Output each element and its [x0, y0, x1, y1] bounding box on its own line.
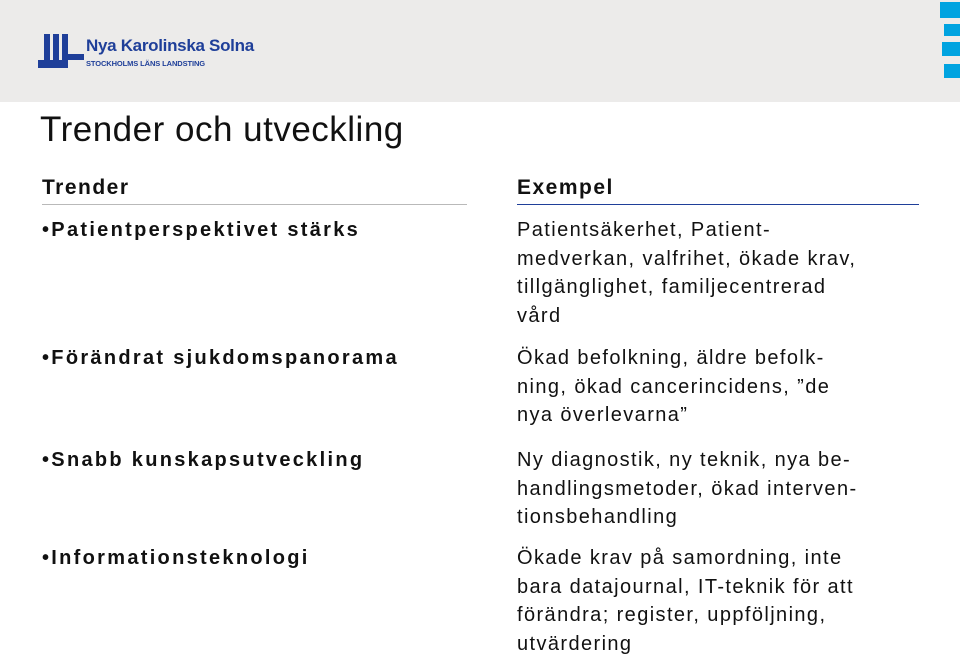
- example-line: förändra; register, uppföljning,: [517, 604, 827, 626]
- example-line: Ökade krav på samordning, inte: [517, 547, 843, 569]
- logo-subtitle: STOCKHOLMS LÄNS LANDSTING: [86, 59, 206, 68]
- trend-item: •Förändrat sjukdomspanorama: [42, 347, 399, 369]
- trends-heading: Trender: [42, 176, 130, 199]
- decor-square: [944, 24, 960, 36]
- example-line: utvärdering: [517, 632, 633, 655]
- examples-heading-rule: [517, 204, 919, 205]
- example-line: Ökad befolkning, äldre befolk-: [517, 347, 825, 369]
- example-line: tillgänglighet, familjecentrerad: [517, 276, 827, 298]
- example-line: ning, ökad cancerincidens, ”de: [517, 375, 831, 398]
- decor-square: [942, 42, 960, 56]
- page-title: Trender och utveckling: [40, 110, 404, 149]
- example-text: [517, 446, 858, 532]
- trends-heading-rule: [42, 204, 467, 205]
- example-line: tionsbehandling: [517, 506, 679, 528]
- example-line: medverkan, valfrihet, ökade krav,: [517, 247, 857, 270]
- example-text: [517, 344, 830, 430]
- example-line: Patientsäkerhet, Patient-: [517, 219, 772, 241]
- trend-item: •Informationsteknologi: [42, 547, 310, 569]
- examples-heading: Exempel: [517, 176, 614, 199]
- decor-square: [944, 64, 960, 78]
- example-line: handlingsmetoder, ökad interven-: [517, 477, 858, 500]
- logo-name: Nya Karolinska Solna: [86, 36, 254, 55]
- example-line: nya överlevarna”: [517, 404, 689, 426]
- example-line: Ny diagnostik, ny teknik, nya be-: [517, 449, 852, 471]
- example-text: [517, 544, 854, 658]
- trend-item: •Patientperspektivet stärks: [42, 219, 361, 241]
- example-text: [517, 216, 856, 330]
- sll-logo-icon: [38, 34, 84, 68]
- example-line: bara datajournal, IT-teknik för att: [517, 575, 854, 598]
- trend-item: •Snabb kunskapsutveckling: [42, 449, 365, 471]
- example-line: vård: [517, 304, 562, 327]
- header-band: [0, 0, 960, 102]
- decor-square: [940, 2, 960, 18]
